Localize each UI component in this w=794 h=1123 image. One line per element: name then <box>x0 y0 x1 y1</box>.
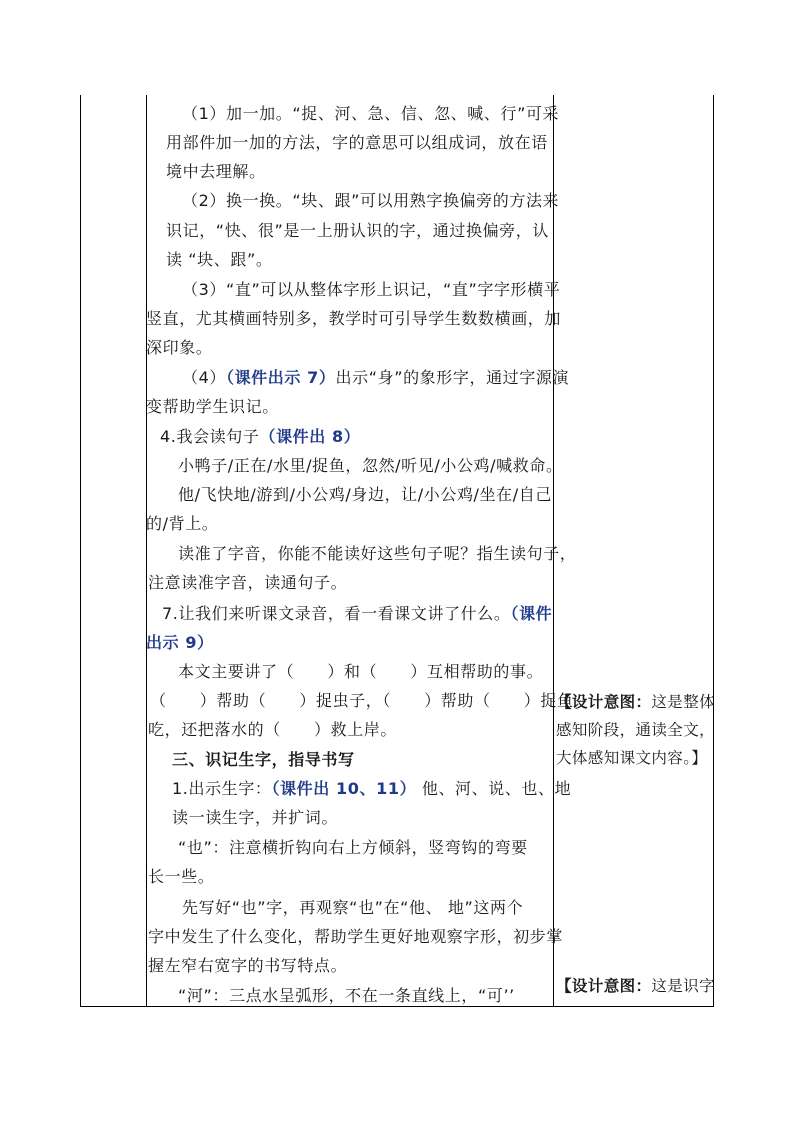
table-border-right <box>713 95 714 1007</box>
content-text: 字中发生了什么变化，帮助学生更好地观察字形，初步掌 <box>148 927 564 946</box>
content-line <box>148 716 552 744</box>
content-line <box>178 452 582 480</box>
courseware-ref: （课件 <box>510 604 553 623</box>
content-text: 境中去理解。 <box>166 162 266 181</box>
content-text: 小鸭子/正在/水里/捉鱼，忽然/听见/小公鸡/喊救命。 <box>178 456 563 475</box>
content-line <box>178 481 582 509</box>
design-note-label: 【设计意图： <box>556 977 652 995</box>
content-line <box>146 393 550 421</box>
content-text: 先写好“也”字，再观察“也”在“他、 地”这两个 <box>182 898 524 917</box>
content-text: 读一读生字，并扩词。 <box>172 808 339 827</box>
content-text: 1.出示生字： <box>172 779 272 798</box>
content-text: 吃，还把落水的（ ）救上岸。 <box>148 720 398 739</box>
courseware-ref: （课件出 10、11） <box>271 779 417 798</box>
content-text: 注意读准字音，读通句子。 <box>148 573 348 592</box>
content-text: “也”：注意横折钩向右上方倾斜，竖弯钩的弯要 <box>178 838 528 857</box>
content-line <box>166 129 570 157</box>
design-note-text: 这是识字 <box>651 977 716 995</box>
design-note-1 <box>556 688 714 772</box>
design-note-text: 感知阶段，通读全文， <box>556 721 716 739</box>
content-line <box>150 687 574 715</box>
content-text: （2）换一换。“块、跟”可以用熟字换偏旁的方法来 <box>182 191 560 210</box>
content-text: 用部件加一加的方法，字的意思可以组成词，放在语 <box>166 133 548 152</box>
content-line <box>182 364 586 392</box>
content-line <box>172 775 576 803</box>
content-text: 握左窄右宽字的书写特点。 <box>148 956 348 975</box>
content-text: 读准了字音，你能不能读好这些句子呢？指生读句子， <box>178 544 577 563</box>
design-note-label: 【设计意图： <box>556 693 652 711</box>
content-line <box>178 982 582 1010</box>
content-text: 的/背上。 <box>146 514 219 533</box>
design-note-2 <box>556 972 714 1000</box>
content-text: 竖直，尤其横画特别多，教学时可引导学生数数横画，加 <box>146 309 562 328</box>
content-line <box>182 276 586 304</box>
content-text: 本文主要讲了（ ）和（ ）互相帮助的事。 <box>178 662 544 681</box>
content-text: 读 “块、跟”。 <box>166 250 273 269</box>
content-text: （1）加一加。“捉、河、急、信、忽、喊、行”可采 <box>182 104 560 123</box>
content-text: 4.我会读句子 <box>160 427 260 446</box>
content-line <box>148 569 552 597</box>
content-line <box>146 629 550 657</box>
section-heading: 三、识记生字，指导书写 <box>172 750 355 769</box>
content-line <box>178 834 582 862</box>
content-text: 7.让我们来听课文录音，看一看课文讲了什么。 <box>162 604 511 623</box>
content-line <box>146 305 562 333</box>
content-line <box>148 952 552 980</box>
design-note-text: 大体感知课文内容。】 <box>556 749 708 767</box>
content-text: 他、河、说、也、地 <box>416 779 572 798</box>
content-line <box>166 158 570 186</box>
content-line <box>162 600 566 628</box>
table-border-col1 <box>146 95 147 1007</box>
content-line <box>182 100 586 128</box>
table-border-left <box>80 95 81 1007</box>
content-text: “河”：三点水呈弧形，不在一条直线上，“可’’ <box>178 986 515 1005</box>
content-line <box>172 804 576 832</box>
courseware-ref: （课件出示 7） <box>225 368 336 387</box>
content-line <box>148 923 564 951</box>
content-line <box>148 863 552 891</box>
content-text: 长一些。 <box>148 867 215 886</box>
content-text: （4） <box>182 368 226 387</box>
content-line <box>166 217 570 245</box>
content-text: （3）“直”可以从整体字形上识记，“直”字字形横平 <box>182 280 561 299</box>
content-line <box>178 658 582 686</box>
courseware-ref: （课件出 8） <box>259 427 361 446</box>
content-line <box>182 187 586 215</box>
content-line <box>146 334 550 362</box>
content-line <box>178 540 582 568</box>
design-note-text: 这是整体 <box>651 693 716 711</box>
content-text: 识记，“快、很”是一上册认识的字，通过换偏旁，认 <box>166 221 549 240</box>
content-text: 他/飞快地/游到/小公鸡/身边，让/小公鸡/坐在/自己 <box>178 485 552 504</box>
content-text: （ ）帮助（ ）捉虫子，（ ）帮助（ ）捉鱼 <box>150 691 574 710</box>
content-line <box>166 246 570 274</box>
content-line <box>172 746 576 774</box>
content-line <box>160 423 564 451</box>
courseware-ref: 出示 9） <box>146 633 214 652</box>
content-text: 深印象。 <box>146 338 213 357</box>
content-line <box>182 894 586 922</box>
content-line <box>146 510 550 538</box>
content-text: 变帮助学生识记。 <box>146 397 279 416</box>
content-text: 出示“身”的象形字，通过字源演 <box>335 368 570 387</box>
